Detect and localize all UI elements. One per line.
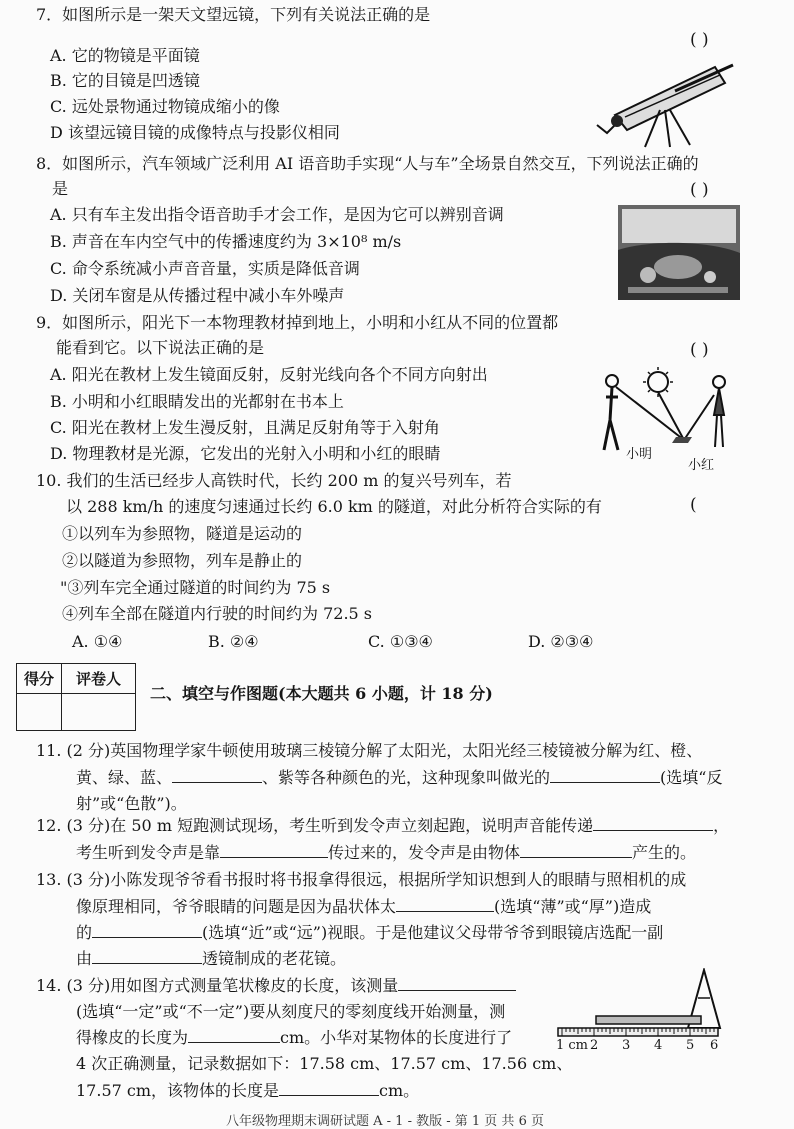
q10-choice-c: C. ①③④ bbox=[368, 632, 433, 651]
q11-line1: 11. (2 分)英国物理学家牛顿使用玻璃三棱镜分解了太阳光，太阳光经三棱镜被分解为红、橙、 bbox=[36, 741, 703, 760]
q11-blank-2[interactable] bbox=[550, 767, 660, 783]
q14-line1: 14. (3 分)用如图方式测量笔状橡皮的长度，该测量 bbox=[36, 975, 516, 997]
q14-line3: 得橡皮的长度为 cm。小华对某物体的长度进行了 bbox=[76, 1028, 513, 1047]
q10-statement-3: "③列车完全通过隧道的时间约为 75 s bbox=[60, 578, 331, 597]
q10-stem-line2: 以 288 km/h 的速度匀速通过长约 6.0 km 的隧道，对此分析符合实际的有 bbox=[66, 497, 602, 516]
q14-blank-2[interactable] bbox=[188, 1027, 280, 1043]
q7-option-c: C. 远处景物通过物镜成缩小的像 bbox=[50, 97, 280, 116]
q13-line1: 13. (3 分)小陈发现爷爷看书报时将书报拿得很远，根据所学知识想到人的眼睛与照相机的成 bbox=[36, 870, 687, 889]
ruler-label-6: 6 bbox=[710, 1038, 719, 1053]
q10-statement-4: ④列车全部在隧道内行驶的时间约为 72.5 s bbox=[62, 604, 373, 623]
q13-blank-1[interactable] bbox=[396, 896, 494, 912]
score-header: 得分 bbox=[17, 664, 62, 694]
q7-stem: 7．如图所示是一架天文望远镜，下列有关说法正确的是 bbox=[36, 5, 431, 24]
q9-option-b: B. 小明和小红眼睛发出的光都射在书本上 bbox=[50, 392, 344, 411]
q7-answer-paren: ( ) bbox=[690, 30, 709, 50]
q14-line2: (选填“一定”或“不一定”)要从刻度尺的零刻度线开始测量，测 bbox=[76, 1002, 506, 1021]
car-interior-photo bbox=[618, 205, 740, 300]
q13-line2: 像原理相同，爷爷眼睛的问题是因为晶状体太 (选填“薄”或“厚”)造成 bbox=[76, 897, 652, 916]
q13-blank-2[interactable] bbox=[92, 922, 202, 938]
q7-option-b: B. 它的目镜是凹透镜 bbox=[50, 71, 200, 90]
q12-blank-2[interactable] bbox=[220, 842, 328, 858]
q14-blank-3[interactable] bbox=[279, 1080, 379, 1096]
ruler-drawing bbox=[556, 968, 746, 1038]
q10-answer-paren: ( bbox=[690, 495, 697, 515]
q12-line2: 考生听到发令声是靠 传过来的，发令声是由物体 产生的。 bbox=[76, 843, 697, 862]
q9-option-d: D. 物理教材是光源，它发出的光射入小明和小红的眼睛 bbox=[50, 444, 441, 463]
q14-blank-1[interactable] bbox=[398, 975, 516, 991]
ruler-label-5: 5 bbox=[686, 1038, 695, 1053]
page-footer: 八年级物理期末调研试题 A - 1 - 教版 - 第 1 页 共 6 页 bbox=[226, 1114, 544, 1129]
ruler-label-4: 4 bbox=[654, 1038, 663, 1053]
ruler-label-1cm: 1 cm bbox=[556, 1038, 589, 1053]
q12-blank-1[interactable] bbox=[593, 815, 713, 831]
ruler-label-2: 2 bbox=[590, 1038, 599, 1053]
telescope-illustration bbox=[585, 55, 745, 150]
q8-option-c: C. 命令系统减小声音音量，实质是降低音调 bbox=[50, 259, 360, 278]
q12-blank-3[interactable] bbox=[520, 842, 632, 858]
ruler-figure bbox=[556, 968, 746, 1060]
q11-blank-1[interactable] bbox=[172, 767, 262, 783]
q13-line4: 由 透镜制成的老花镜。 bbox=[76, 949, 347, 968]
q11-line3: 射”或“色散”)。 bbox=[76, 794, 187, 813]
q10-choice-a: A. ①④ bbox=[72, 632, 123, 651]
q13-line3: 的 (选填“近”或“远”)视眼。于是他建议父母带爷爷到眼镜店选配一副 bbox=[76, 923, 664, 942]
q9-stem-line2: 能看到它。以下说法正确的是 bbox=[56, 338, 265, 357]
q13-blank-3[interactable] bbox=[92, 948, 202, 964]
q8-answer-paren: ( ) bbox=[690, 180, 709, 200]
q10-statement-1: ①以列车为参照物，隧道是运动的 bbox=[62, 524, 303, 543]
q8-option-d: D. 关闭车窗是从传播过程中减小车外噪声 bbox=[50, 286, 345, 305]
q10-choice-d: D. ②③④ bbox=[528, 632, 594, 651]
q9-option-a: A. 阳光在教材上发生镜面反射，反射光线向各个不同方向射出 bbox=[50, 365, 488, 384]
q9-stem-line1: 9．如图所示，阳光下一本物理教材掉到地上，小明和小红从不同的位置都 bbox=[36, 313, 559, 332]
q8-stem-line1: 8．如图所示，汽车领域广泛利用 AI 语音助手实现“人与车”全场景自然交互，下列说法正确的 bbox=[36, 154, 699, 173]
grader-cell bbox=[62, 694, 136, 731]
q8-option-a: A. 只有车主发出指令语音助手才会工作，是因为它可以辨别音调 bbox=[50, 205, 504, 224]
q7-option-d: D 该望远镜目镜的成像特点与投影仪相同 bbox=[50, 123, 340, 142]
score-table bbox=[16, 663, 136, 731]
q8-option-b: B. 声音在车内空气中的传播速度约为 3×10⁸ m/s bbox=[50, 232, 402, 251]
q8-stem-line2: 是 bbox=[52, 179, 69, 198]
q14-line4: 4 次正确测量，记录数据如下：17.58 cm、17.57 cm、17.56 cm、 bbox=[76, 1054, 573, 1073]
label-xiaoming: 小明 bbox=[626, 447, 653, 462]
q9-option-c: C. 阳光在教材上发生漫反射，且满足反射角等于入射角 bbox=[50, 418, 440, 437]
q9-answer-paren: ( ) bbox=[690, 340, 709, 360]
grader-header: 评卷人 bbox=[62, 664, 136, 694]
q14-line5: 17.57 cm，该物体的长度是 cm。 bbox=[76, 1081, 420, 1100]
q11-line2: 黄、绿、蓝、 、紫等各种颜色的光，这种现象叫做光的 (选填“反 bbox=[76, 768, 723, 787]
q10-choice-b: B. ②④ bbox=[208, 632, 259, 651]
reflection-illustration bbox=[596, 365, 746, 465]
score-cell bbox=[17, 694, 62, 731]
ruler-label-3: 3 bbox=[622, 1038, 631, 1053]
section2-title: 二、填空与作图题(本大题共 6 小题，计 18 分) bbox=[150, 684, 493, 703]
q7-option-a: A. 它的物镜是平面镜 bbox=[50, 46, 200, 65]
q12-line1: 12. (3 分)在 50 m 短跑测试现场，考生听到发令声立刻起跑，说明声音能传递 ， bbox=[36, 816, 730, 835]
q10-stem-line1: 10. 我们的生活已经步人高铁时代，长约 200 m 的复兴号列车，若 bbox=[36, 471, 512, 490]
q10-statement-2: ②以隧道为参照物，列车是静止的 bbox=[62, 551, 303, 570]
label-xiaohong: 小红 bbox=[688, 458, 715, 473]
